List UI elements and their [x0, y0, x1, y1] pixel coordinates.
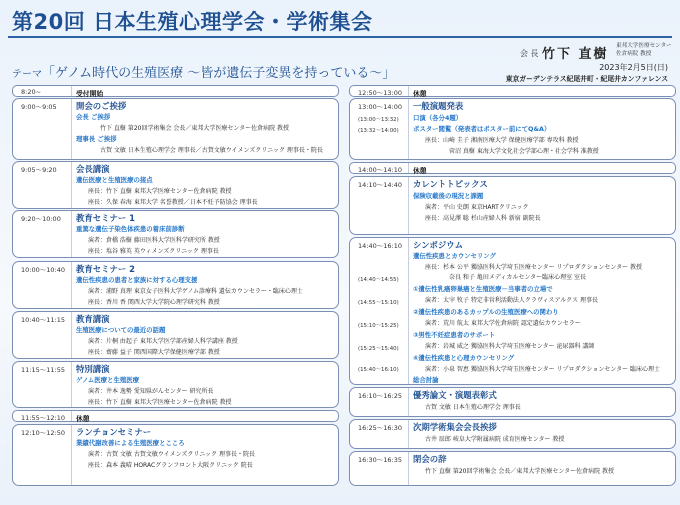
seminar-2: 10:00～10:40 教育セミナー 2 遺伝性疾患の患者と家族に対する心理支援 演者：浦野 真理 東京女子医科大学ゲノム診療科 遺伝カウンセラー・臨床心理士 座長：香川 香 関西大学大学院心理学研究科 教授 — [12, 261, 339, 309]
plenary-session: 9:05～9:20 会長講演 遺伝医療と生殖医療の接点 座長：竹下 直樹 東邦大学医療センター佐倉病院 教授 座長：久保 春海 東邦大学 名誉教授／日本不妊予防協会 理事長 — [12, 161, 339, 209]
symposium: 14:40～16:10 (14:40～14:55) (14:55～15:10) (15:10～15:25) (15:25～15:40) (15:40～16:10) シンポジウム 遺伝性疾患とカウンセリング 座長：杉本 公平 獨協医科大学埼玉医療センター リプロダクションセンター 教授 奈良 和子 亀田メディカルセンター臨床心理室 室長 ①遺伝性乳癌卵巣癌と生殖医療－当事者の立場で 演者：太宰 牧子 特定非営利活動法人クラヴィスアルクス 理事長 ②遺伝性疾患のあるカップルの生殖医療への関わり 演者：荒川 航太 東邦大学佐倉病院 認定遺伝カウンセラー ③男性不妊症患者のサポート 演者：岩城 威之 獨協医科大学埼玉医療センター 泌尿器科 講師 ④遺伝性疾患と心理カウンセリング 演者：小泉 智恵 獨協医科大学埼玉医療センター リプロダクションセンター 臨床心理士 総合討論 — [349, 237, 676, 385]
break-row: 11:55～12:10 休憩 — [12, 410, 339, 422]
page-title: 第20回 日本生殖心理学会・学術集会 — [12, 10, 373, 34]
closing-remarks: 16:30～16:35 閉会の辞 竹下 直樹 第20回学術集会 会長／東邦大学医療センター佐倉病院 教授 — [349, 451, 676, 486]
theme: テーマ「ゲノム時代の生殖医療 ～皆が遺伝子変異を持っている～」 — [12, 66, 396, 81]
president-affiliation: 東邦大学医療センター 佐倉病院 教授 — [616, 43, 672, 57]
president-role: 会 長 — [520, 49, 539, 58]
event-date: 2023年2月5日(日) — [599, 63, 668, 72]
session-title: 開会のご挨拶 — [76, 101, 127, 111]
education-lecture: 10:40～11:15 教育講演 生殖医療についての最近の話題 演者：片桐 由起子 東邦大学医学部産婦人科学講座 教授 座長：齋藤 益子 関西国際大学保健医療学部 教授 — [12, 311, 339, 359]
break-row: 12:50～13:00 休憩 — [349, 85, 676, 97]
president-block — [520, 42, 680, 64]
break-row: 14:00～14:10 休憩 — [349, 162, 676, 174]
president-name: 竹下 直樹 — [542, 47, 609, 62]
luncheon-seminar: 12:10～12:50 ランチョンセミナー 業績代謝改善による生殖医療とこころ 演者：古賀 文敏 古賀文敏ウイメンズクリニック 理事長・院長 座長：森本 義晴 HORACグランフロント大阪クリニック 院長 — [12, 424, 339, 486]
award-ceremony: 16:10～16:25 優秀論文・演題表彰式 古賀 文敏 日本生殖心理学会 理事長 — [349, 387, 676, 417]
registration-row: 8:20~ 受付開始 — [12, 85, 339, 97]
event-venue: 東京ガーデンテラス紀尾井町・紀尾井カンファレンス — [505, 75, 668, 83]
next-president-greeting: 16:25～16:30 次期学術集会会長挨拶 古井 辰郎 岐阜大学附属病院 成育医療センター 教授 — [349, 419, 676, 449]
special-lecture: 11:15～11:55 特別講演 ゲノム医療と生殖医療 演者：井本 逸勢 愛知県がんセンター 研究所長 座長：竹下 直樹 東邦大学医療センター佐倉病院 教授 — [12, 361, 339, 408]
general-presentations: 13:00～14:00 (13:00～13:32) (13:32～14:00) 一般演題発表 口演（各分4題） ポスター閲覧（発表者はポスター前にてQ&A） 座長：山崎 圭子 湘南医療大学 保健医療学部 専攻科 教授 菅沼 真樹 東海大学文化社会学部心理・社会学科 准教授 — [349, 98, 676, 160]
seminar-1: 9:20～10:00 教育セミナー 1 重篤な遺伝子染色体疾患の着床前診断 演者：倉橋 浩樹 藤田医科大学医科学研究所 教授 座長：塩谷 雅英 英ウィメンズクリニック 理事長 — [12, 210, 339, 258]
title-divider — [8, 36, 672, 38]
opening-session: 9:00～9:05 開会のご挨拶 会長 ご挨拶 竹下 直樹 第20回学術集会 会長／東邦大学医療センター佐倉病院 教授 理事長 ご挨拶 古賀 文敏 日本生殖心理学会 理事長／古賀文敏ウイメンズクリニック 理事長・院長 — [12, 98, 339, 160]
current-topics: 14:10～14:40 カレントトピックス 保険収載後の現況と課題 演者：平山 史朗 東京HARTクリニック 座長：高見澤 聡 杉山産婦人科 新宿 副院長 — [349, 176, 676, 235]
